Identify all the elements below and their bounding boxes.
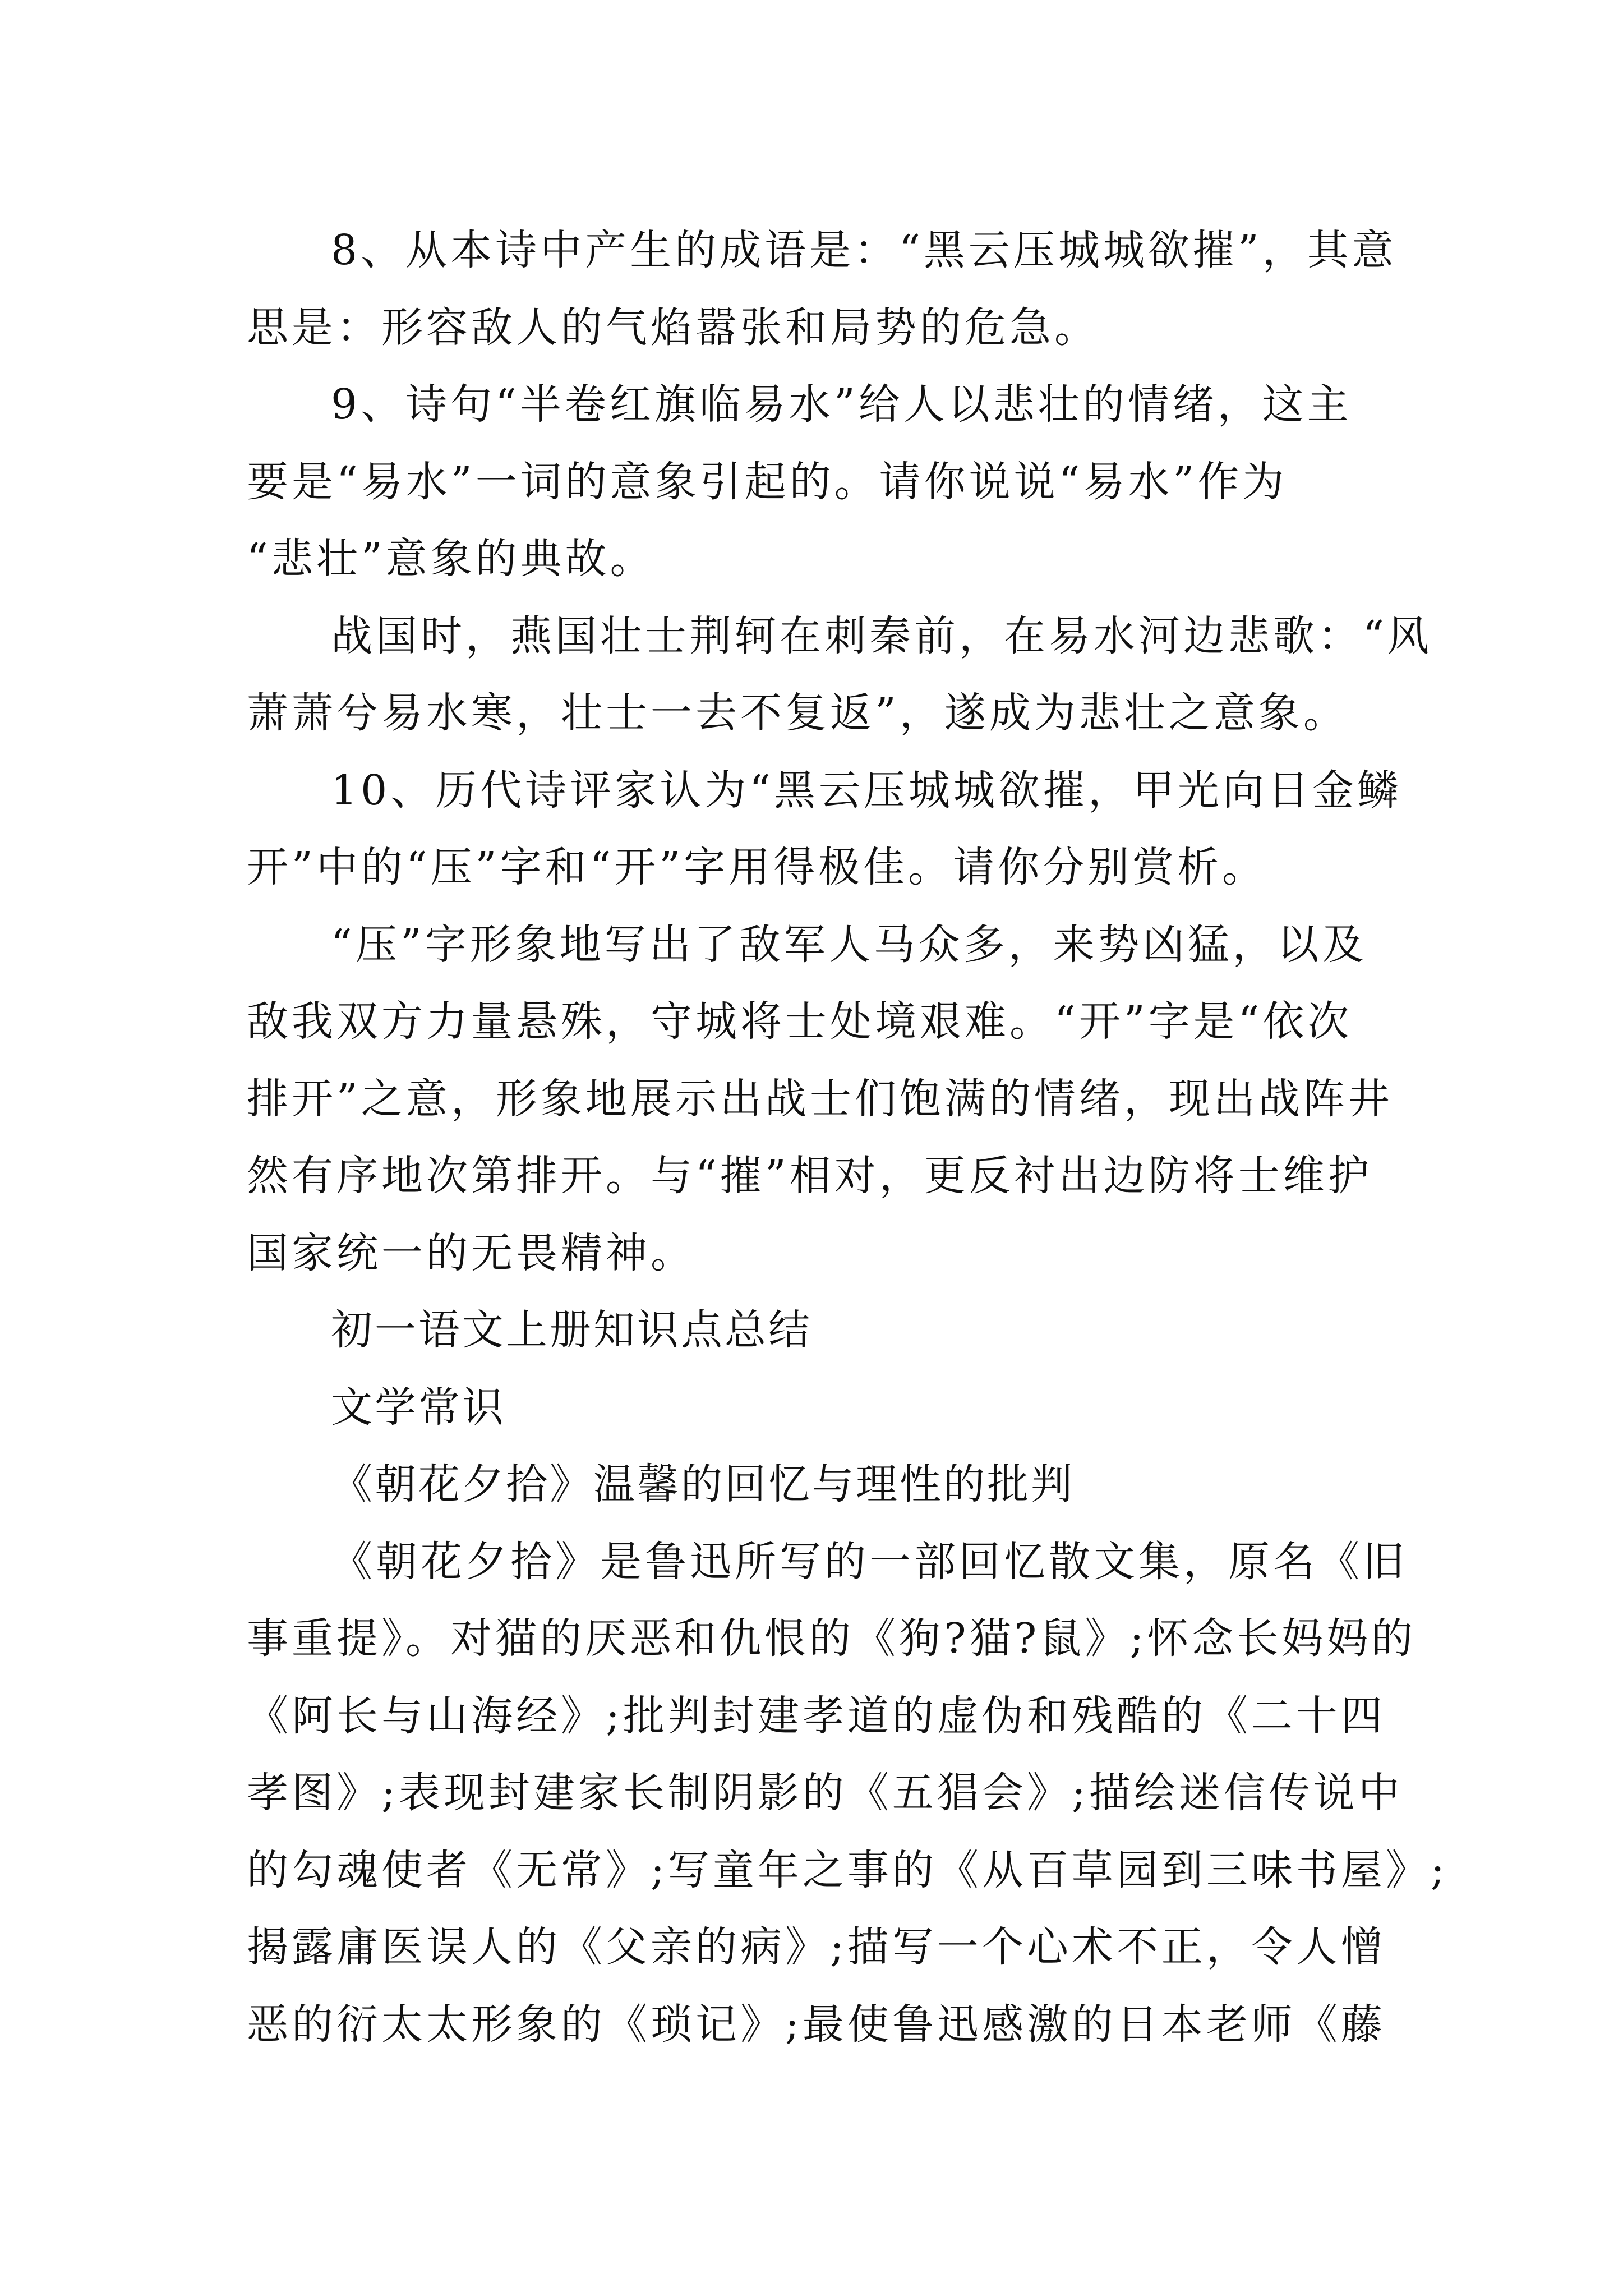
- paragraph-line-6: 揭露庸医误人的《父亲的病》;描写一个心术不正，令人憎: [247, 1923, 1386, 1971]
- paragraph-line-5: 的勾魂使者《无常》;写童年之事的《从百草园到三味书屋》;: [247, 1846, 1448, 1894]
- answer-9-line-1: 战国时，燕国壮士荆轲在刺秦前，在易水河边悲歌：“风: [331, 611, 1432, 660]
- question-10-line-1: 10、历代诗评家认为“黑云压城城欲摧，甲光向日金鳞: [331, 766, 1402, 815]
- paragraph-line-4: 孝图》;表现封建家长制阴影的《五猖会》;描绘迷信传说中: [247, 1769, 1403, 1817]
- body-text: [247, 212, 1448, 2063]
- answer-10-line-5: 国家统一的无畏精神。: [247, 1228, 695, 1277]
- question-10-line-2: 开”中的“压”字和“开”字用得极佳。请你分别赏析。: [247, 843, 1267, 891]
- answer-10-line-1: “压”字形象地写出了敌军人马众多，来势凶猛，以及: [331, 920, 1367, 969]
- answer-10-line-3: 排开”之意，形象地展示出战士们饱满的情绪，现出战阵井: [247, 1074, 1393, 1123]
- paragraph-line-3: 《阿长与山海经》;批判封建孝道的虚伪和残酷的《二十四: [247, 1691, 1386, 1740]
- answer-9-line-2: 萧萧兮易水寒，壮士一去不复返”，遂成为悲壮之意象。: [247, 689, 1348, 737]
- paragraph-line-2: 事重提》。对猫的厌恶和仇恨的《狗?猫?鼠》;怀念长妈妈的: [247, 1614, 1417, 1663]
- question-9-line-1: 9、诗句“半卷红旗临易水”给人以悲壮的情绪，这主: [331, 380, 1352, 429]
- paragraph-line-7: 恶的衍太太形象的《琐记》;最使鲁迅感激的日本老师《藤: [247, 2000, 1386, 2049]
- question-9-line-2: 要是“易水”一词的意象引起的。请你说说“易水”作为: [247, 457, 1288, 506]
- question-8-line-1: 8、从本诗中产生的成语是：“黑云压城城欲摧”，其意: [331, 226, 1397, 274]
- answer-10-line-4: 然有序地次第排开。与“摧”相对，更反衬出边防将士维护: [247, 1152, 1373, 1200]
- subsection-title: 文学常识: [331, 1383, 506, 1432]
- section-title: 初一语文上册知识点总结: [331, 1306, 812, 1354]
- answer-10-line-2: 敌我双方力量悬殊，守城将士处境艰难。“开”字是“依次: [247, 997, 1353, 1046]
- question-9-line-3: “悲壮”意象的典故。: [247, 535, 655, 583]
- topic-title: 《朝花夕拾》温馨的回忆与理性的批判: [331, 1460, 1075, 1508]
- paragraph-line-1: 《朝花夕拾》是鲁迅所写的一部回忆散文集，原名《旧: [331, 1537, 1408, 1586]
- question-8-line-2: 思是：形容敌人的气焰嚣张和局势的危急。: [247, 303, 1099, 352]
